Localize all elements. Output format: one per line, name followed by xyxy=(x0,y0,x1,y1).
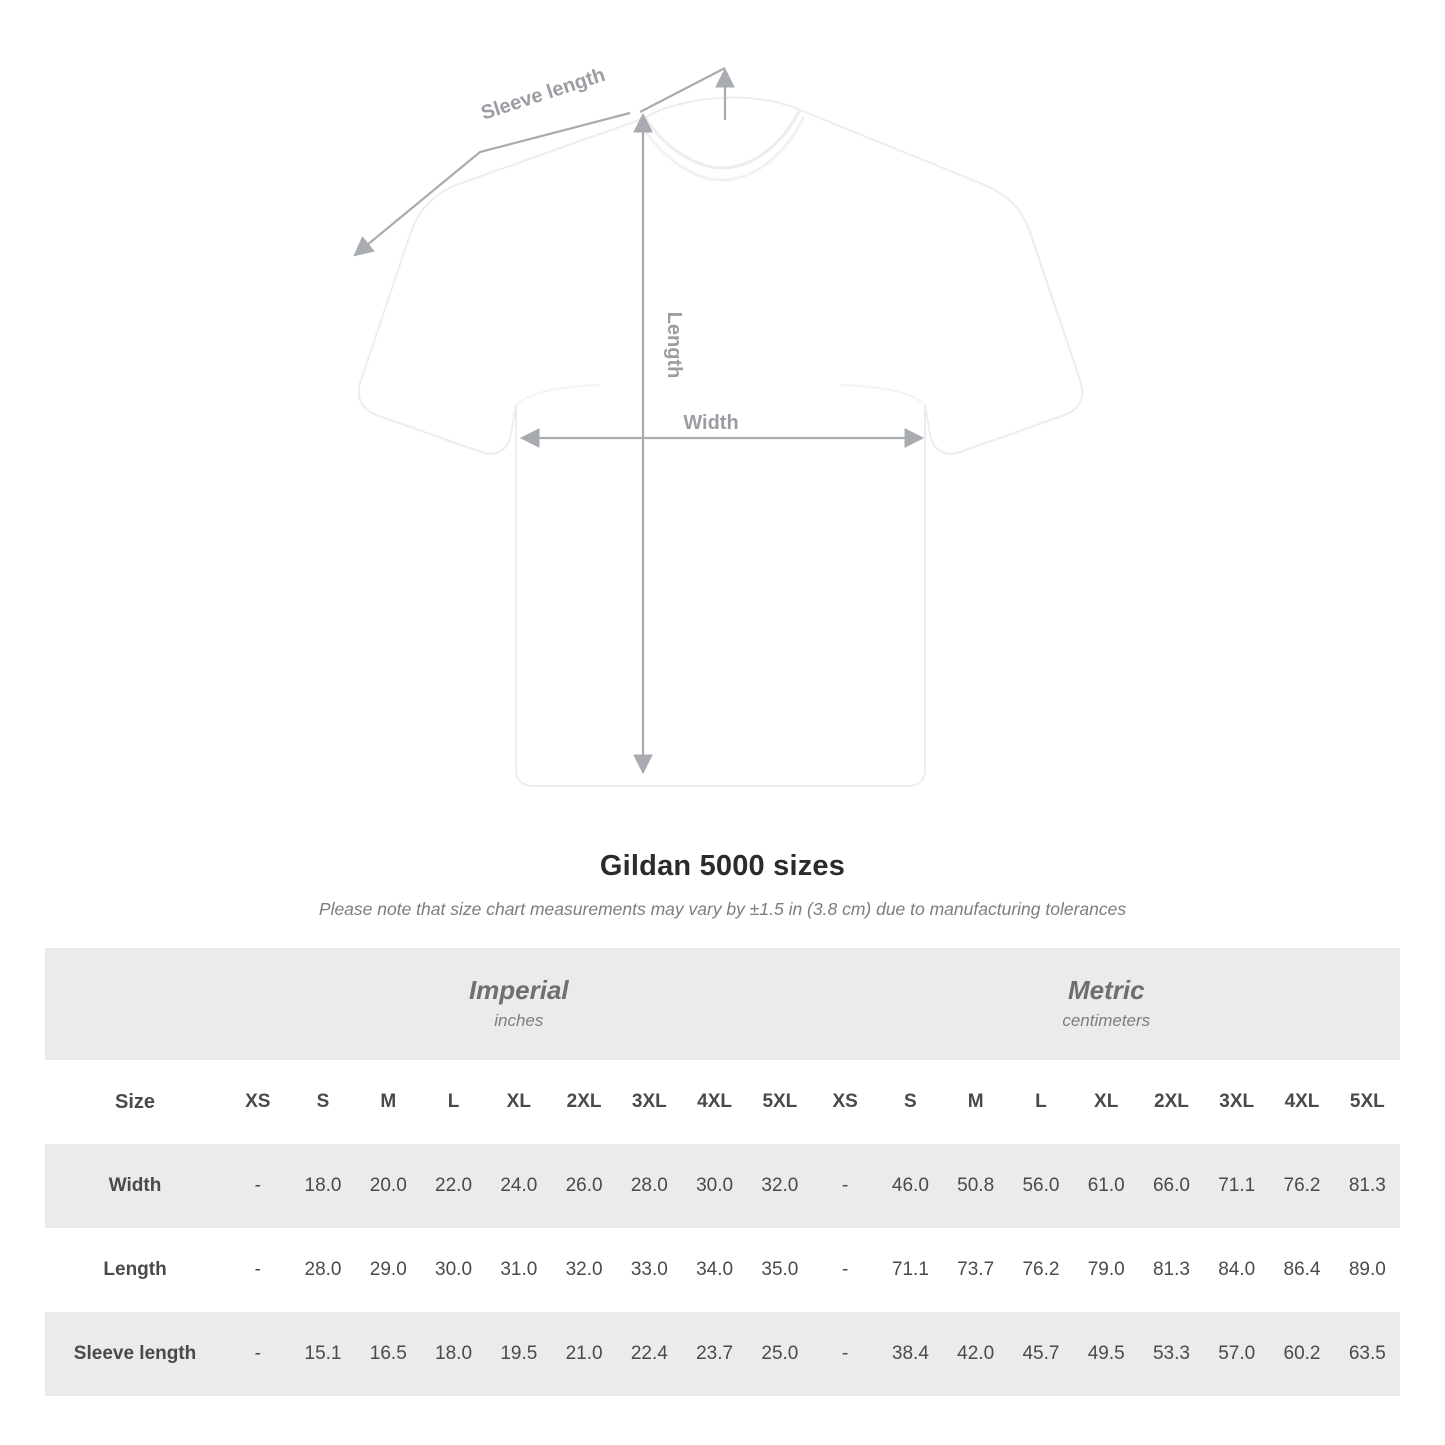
cell-length-imperial-xl: 31.0 xyxy=(486,1228,551,1312)
cell-length-imperial-l: 30.0 xyxy=(421,1228,486,1312)
header-metric-l: L xyxy=(1008,1060,1073,1144)
cell-width-metric-m: 50.8 xyxy=(943,1144,1008,1228)
unit-header-row xyxy=(45,948,1400,1060)
size-table-wrapper xyxy=(45,948,1400,1396)
cell-sleeve-imperial-xl: 19.5 xyxy=(486,1312,551,1396)
header-metric-2xl: 2XL xyxy=(1139,1060,1204,1144)
header-imperial-s: S xyxy=(290,1060,355,1144)
width-label: Width xyxy=(683,412,739,434)
cell-length-metric-m: 73.7 xyxy=(943,1228,1008,1312)
row-label-sleeve-length: Sleeve length xyxy=(45,1312,225,1396)
cell-sleeve-imperial-4xl: 23.7 xyxy=(682,1312,747,1396)
cell-sleeve-metric-s: 38.4 xyxy=(878,1312,943,1396)
cell-width-metric-2xl: 66.0 xyxy=(1139,1144,1204,1228)
cell-sleeve-metric-xl: 49.5 xyxy=(1074,1312,1139,1396)
header-imperial-5xl: 5XL xyxy=(747,1060,812,1144)
cell-sleeve-imperial-2xl: 21.0 xyxy=(551,1312,616,1396)
header-metric-xl: XL xyxy=(1074,1060,1139,1144)
header-metric-5xl: 5XL xyxy=(1335,1060,1400,1144)
header-imperial-2xl: 2XL xyxy=(551,1060,616,1144)
cell-width-metric-xs: - xyxy=(813,1144,878,1228)
size-table xyxy=(45,948,1400,1396)
header-metric-s: S xyxy=(878,1060,943,1144)
header-imperial-m: M xyxy=(356,1060,421,1144)
cell-sleeve-metric-3xl: 57.0 xyxy=(1204,1312,1269,1396)
row-label-width: Width xyxy=(45,1144,225,1228)
header-metric-xs: XS xyxy=(813,1060,878,1144)
header-imperial-l: L xyxy=(421,1060,486,1144)
unit-corner-cell xyxy=(45,948,225,1060)
cell-length-metric-l: 76.2 xyxy=(1008,1228,1073,1312)
tshirt-shape xyxy=(359,98,1083,787)
cell-sleeve-metric-xs: - xyxy=(813,1312,878,1396)
cell-length-imperial-3xl: 33.0 xyxy=(617,1228,682,1312)
cell-width-imperial-s: 18.0 xyxy=(290,1144,355,1228)
sleeve-length-label: Sleeve length xyxy=(478,63,608,125)
cell-width-metric-s: 46.0 xyxy=(878,1144,943,1228)
cell-width-imperial-4xl: 30.0 xyxy=(682,1144,747,1228)
cell-length-imperial-4xl: 34.0 xyxy=(682,1228,747,1312)
cell-sleeve-imperial-s: 15.1 xyxy=(290,1312,355,1396)
tolerance-note: Please note that size chart measurements may vary by ±1.5 in (3.8 cm) due to manufacturing tolerances xyxy=(318,899,1127,919)
header-imperial-3xl: 3XL xyxy=(617,1060,682,1144)
length-label: Length xyxy=(663,311,685,379)
unit-imperial-cell xyxy=(225,948,812,1060)
cell-length-imperial-m: 29.0 xyxy=(356,1228,421,1312)
cell-sleeve-metric-m: 42.0 xyxy=(943,1312,1008,1396)
header-imperial-4xl: 4XL xyxy=(682,1060,747,1144)
unit-imperial-name: Imperial xyxy=(468,975,569,1006)
cell-sleeve-imperial-m: 16.5 xyxy=(356,1312,421,1396)
cell-width-imperial-l: 22.0 xyxy=(421,1144,486,1228)
cell-length-metric-4xl: 86.4 xyxy=(1269,1228,1334,1312)
cell-sleeve-metric-4xl: 60.2 xyxy=(1269,1312,1334,1396)
unit-metric-name: Metric xyxy=(1067,975,1145,1006)
title-block xyxy=(0,850,1445,920)
cell-length-imperial-2xl: 32.0 xyxy=(551,1228,616,1312)
cell-width-imperial-xs: - xyxy=(225,1144,290,1228)
cell-width-imperial-2xl: 26.0 xyxy=(551,1144,616,1228)
cell-length-metric-s: 71.1 xyxy=(878,1228,943,1312)
cell-sleeve-imperial-3xl: 22.4 xyxy=(617,1312,682,1396)
cell-sleeve-metric-5xl: 63.5 xyxy=(1335,1312,1400,1396)
unit-imperial-sub: inches xyxy=(494,1010,544,1030)
header-metric-m: M xyxy=(943,1060,1008,1144)
table-row xyxy=(45,1228,1400,1312)
unit-metric-cell xyxy=(813,948,1401,1060)
header-imperial-xs: XS xyxy=(225,1060,290,1144)
cell-length-metric-xl: 79.0 xyxy=(1074,1228,1139,1312)
cell-length-metric-2xl: 81.3 xyxy=(1139,1228,1204,1312)
cell-width-metric-5xl: 81.3 xyxy=(1335,1144,1400,1228)
unit-metric-sub: centimeters xyxy=(1062,1010,1151,1030)
header-size-label: Size xyxy=(45,1060,225,1144)
header-imperial-xl: XL xyxy=(486,1060,551,1144)
cell-length-imperial-s: 28.0 xyxy=(290,1228,355,1312)
page-title: Gildan 5000 sizes xyxy=(599,850,846,882)
table-row xyxy=(45,1312,1400,1396)
cell-length-imperial-xs: - xyxy=(225,1228,290,1312)
row-label-length: Length xyxy=(45,1228,225,1312)
header-metric-4xl: 4XL xyxy=(1269,1060,1334,1144)
cell-sleeve-metric-2xl: 53.3 xyxy=(1139,1312,1204,1396)
cell-width-imperial-3xl: 28.0 xyxy=(617,1144,682,1228)
cell-width-imperial-5xl: 32.0 xyxy=(747,1144,812,1228)
cell-width-imperial-xl: 24.0 xyxy=(486,1144,551,1228)
cell-sleeve-metric-l: 45.7 xyxy=(1008,1312,1073,1396)
cell-length-metric-3xl: 84.0 xyxy=(1204,1228,1269,1312)
cell-width-metric-xl: 61.0 xyxy=(1074,1144,1139,1228)
header-metric-3xl: 3XL xyxy=(1204,1060,1269,1144)
cell-sleeve-imperial-xs: - xyxy=(225,1312,290,1396)
table-row xyxy=(45,1144,1400,1228)
cell-sleeve-imperial-l: 18.0 xyxy=(421,1312,486,1396)
cell-length-imperial-5xl: 35.0 xyxy=(747,1228,812,1312)
size-header-row xyxy=(45,1060,1400,1144)
cell-width-imperial-m: 20.0 xyxy=(356,1144,421,1228)
cell-width-metric-4xl: 76.2 xyxy=(1269,1144,1334,1228)
cell-length-metric-5xl: 89.0 xyxy=(1335,1228,1400,1312)
cell-sleeve-imperial-5xl: 25.0 xyxy=(747,1312,812,1396)
cell-length-metric-xs: - xyxy=(813,1228,878,1312)
cell-width-metric-l: 56.0 xyxy=(1008,1144,1073,1228)
cell-width-metric-3xl: 71.1 xyxy=(1204,1144,1269,1228)
